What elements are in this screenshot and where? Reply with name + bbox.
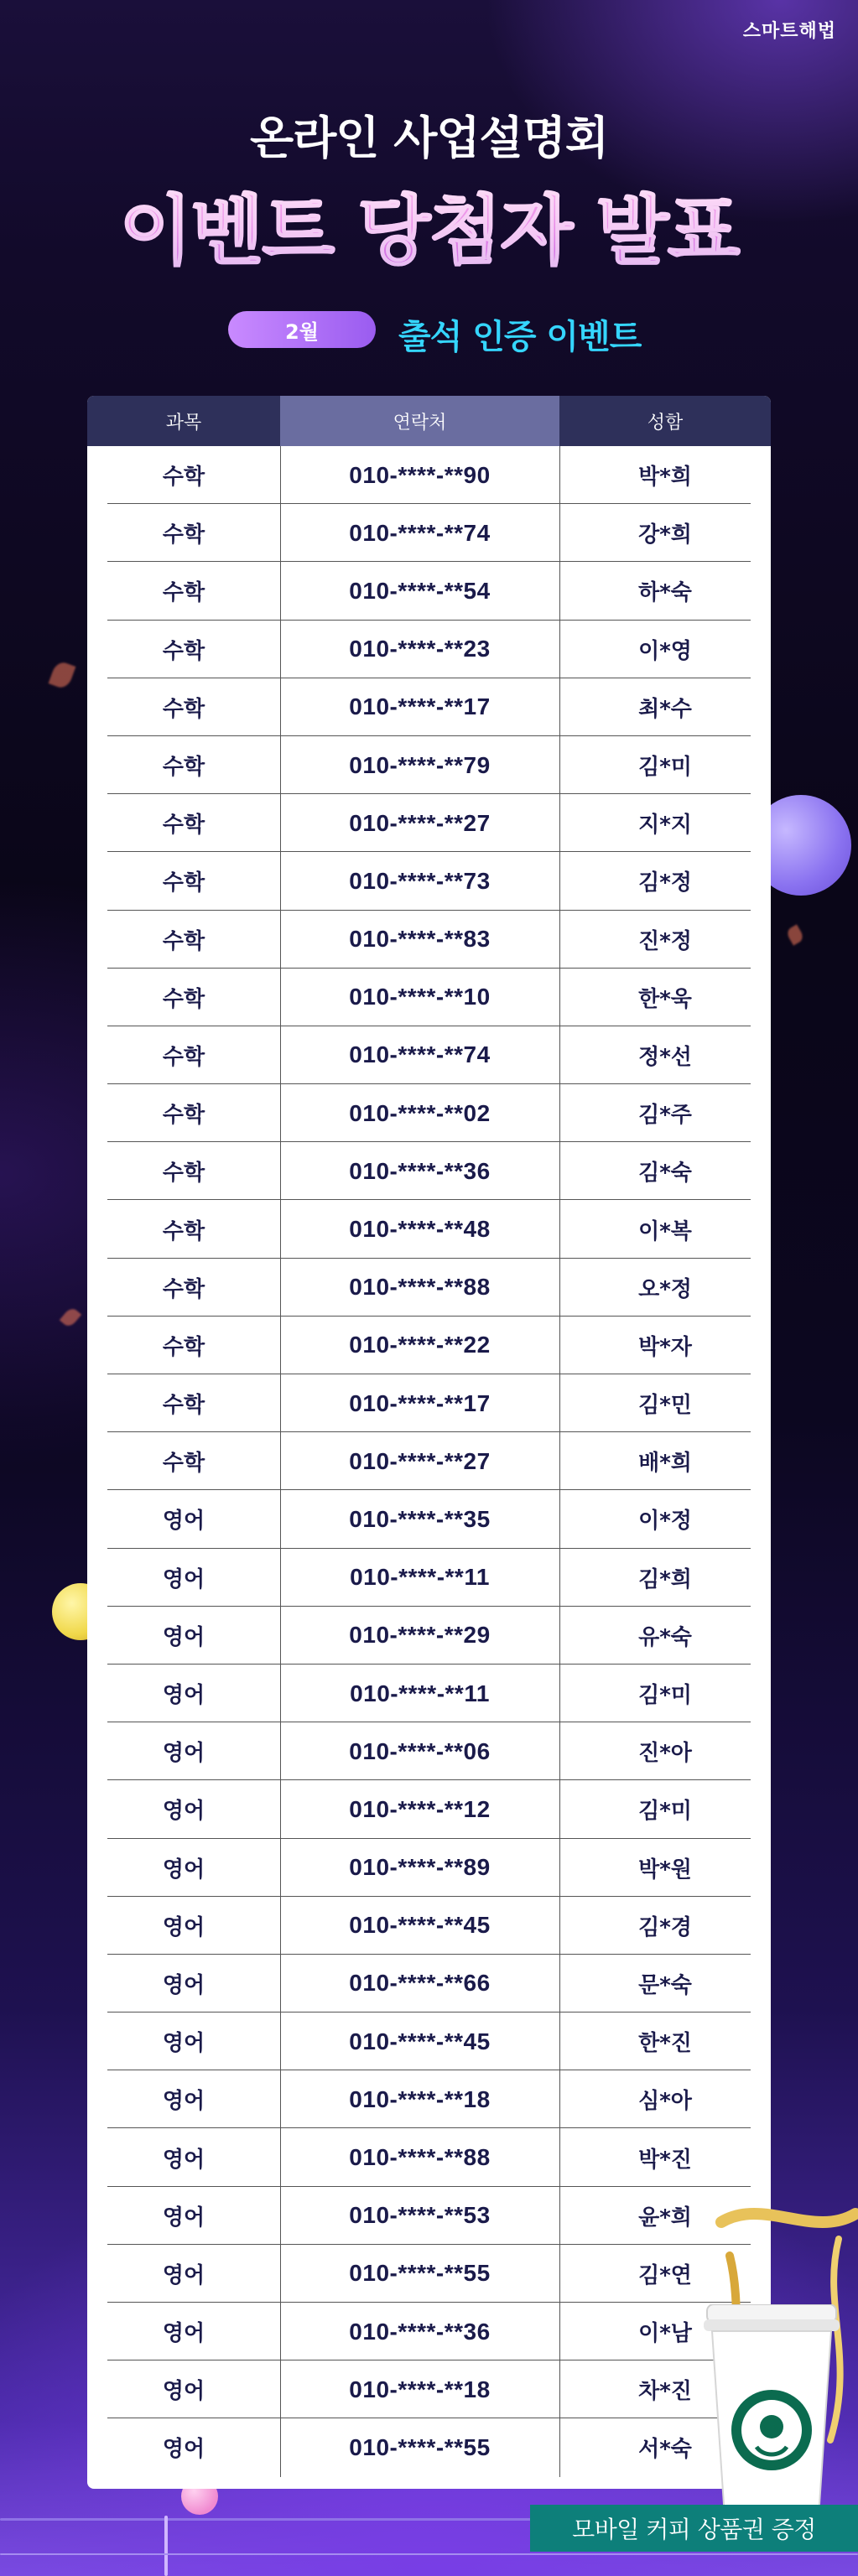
table-row (87, 852, 771, 910)
decorative-petal (49, 660, 76, 690)
cell-name: 차*진 (638, 2379, 692, 2405)
cell-name: 김*숙 (638, 1161, 692, 1187)
table-row (87, 504, 771, 562)
cell-name: 박*진 (638, 2147, 692, 2173)
cell-name: 김*주 (638, 1103, 692, 1129)
cell-contact: 010-****-**55 (349, 2433, 491, 2460)
cell-name: 박*희 (638, 465, 692, 491)
cell-subject: 수학 (162, 465, 205, 491)
cell-contact: 010-****-**74 (349, 1041, 491, 1068)
cell-subject: 영어 (162, 2321, 205, 2347)
cell-name: 오*정 (638, 1276, 692, 1302)
cell-name: 박*자 (638, 1334, 692, 1360)
table-row (87, 1084, 771, 1142)
cell-name: 김*정 (638, 870, 692, 896)
cell-subject: 수학 (162, 696, 205, 722)
cell-contact: 010-****-**54 (349, 577, 491, 604)
decorative-petal (785, 924, 805, 945)
cell-name: 강*희 (638, 522, 692, 548)
cell-subject: 영어 (162, 1799, 205, 1825)
cell-subject: 수학 (162, 1218, 205, 1244)
column-header-contact: 연락처 (280, 396, 559, 446)
cell-subject: 수학 (162, 522, 205, 548)
cell-contact: 010-****-**27 (349, 1447, 491, 1474)
table-row (87, 969, 771, 1026)
table-row (87, 1839, 771, 1897)
cell-subject: 수학 (162, 580, 205, 606)
cell-name: 하*숙 (638, 580, 692, 606)
cell-contact: 010-****-**29 (349, 1622, 491, 1649)
cell-contact: 010-****-**66 (349, 1970, 491, 1997)
table-row (87, 1722, 771, 1780)
cell-subject: 수학 (162, 1276, 205, 1302)
cell-contact: 010-****-**06 (349, 1737, 491, 1764)
cell-contact: 010-****-**88 (349, 1274, 491, 1301)
cell-name: 이*남 (638, 2321, 692, 2347)
cell-contact: 010-****-**36 (349, 2318, 491, 2345)
winners-table (87, 396, 771, 2489)
table-row (87, 621, 771, 678)
cell-name: 이*영 (638, 638, 692, 664)
cell-name: 한*진 (638, 2031, 692, 2057)
cell-contact: 010-****-**53 (349, 2202, 491, 2229)
promo-banner: 모바일 커피 상품권 증정 (530, 2505, 858, 2552)
cell-subject: 수학 (162, 813, 205, 839)
cell-name: 김*미 (638, 1683, 692, 1709)
cell-subject: 영어 (162, 2379, 205, 2405)
table-row (87, 2360, 771, 2418)
cell-subject: 수학 (162, 986, 205, 1012)
cell-name: 문*숙 (638, 1972, 692, 1998)
cell-name: 한*욱 (638, 986, 692, 1012)
cell-contact: 010-****-**23 (349, 636, 491, 662)
table-row (87, 1665, 771, 1722)
table-row (87, 678, 771, 736)
cell-contact: 010-****-**83 (349, 926, 491, 953)
event-title: 출석 인증 이벤트 (398, 318, 642, 356)
cell-subject: 영어 (162, 1914, 205, 1940)
decorative-floor-line (0, 2553, 858, 2555)
cell-contact: 010-****-**73 (349, 867, 491, 894)
cell-name: 배*희 (638, 1451, 692, 1477)
table-row (87, 736, 771, 794)
table-row (87, 1490, 771, 1548)
cell-name: 김*미 (638, 1799, 692, 1825)
cell-name: 최*수 (638, 696, 692, 722)
table-row (87, 1200, 771, 1258)
column-header-name: 성함 (559, 396, 771, 446)
cell-contact: 010-****-**18 (349, 2376, 491, 2402)
page-title-line1: 온라인 사업설명회 (249, 112, 609, 164)
cell-name: 진*아 (638, 1741, 692, 1767)
cell-contact: 010-****-**18 (349, 2085, 491, 2112)
cell-subject: 수학 (162, 1451, 205, 1477)
cell-name: 김*희 (638, 1566, 692, 1592)
cell-contact: 010-****-**12 (349, 1795, 491, 1822)
table-row (87, 1955, 771, 2012)
cell-name: 서*숙 (638, 2437, 692, 2463)
cell-name: 김*민 (638, 1393, 692, 1419)
cell-subject: 영어 (162, 1683, 205, 1709)
cell-name: 지*지 (638, 813, 692, 839)
cell-contact: 010-****-**88 (349, 2144, 491, 2171)
cell-subject: 영어 (162, 1566, 205, 1592)
table-row (87, 1549, 771, 1607)
cell-name: 정*선 (638, 1044, 692, 1070)
table-row (87, 2128, 771, 2186)
cell-contact: 010-****-**74 (349, 519, 491, 546)
event-row (0, 309, 858, 356)
brand-logo: 스마트해법 (742, 20, 836, 41)
table-body (87, 446, 771, 2477)
cell-subject: 수학 (162, 1334, 205, 1360)
table-row (87, 2303, 771, 2360)
table-row (87, 911, 771, 969)
cell-contact: 010-****-**11 (350, 1564, 490, 1591)
table-row (87, 446, 771, 504)
cell-name: 김*경 (638, 1914, 692, 1940)
cell-name: 박*원 (638, 1857, 692, 1883)
table-row (87, 1897, 771, 1955)
cell-contact: 010-****-**36 (349, 1157, 491, 1184)
cell-contact: 010-****-**35 (349, 1505, 491, 1532)
cell-subject: 수학 (162, 1393, 205, 1419)
cell-subject: 수학 (162, 870, 205, 896)
decorative-petal (60, 1306, 81, 1328)
cell-name: 김*연 (638, 2262, 692, 2288)
cell-subject: 영어 (162, 1741, 205, 1767)
cell-subject: 영어 (162, 2205, 205, 2231)
table-row (87, 1374, 771, 1432)
cell-name: 이*복 (638, 1218, 692, 1244)
table-row (87, 794, 771, 852)
cell-subject: 영어 (162, 2437, 205, 2463)
cell-subject: 수학 (162, 928, 205, 954)
cell-subject: 영어 (162, 2147, 205, 2173)
cell-contact: 010-****-**89 (349, 1854, 491, 1881)
column-header-subject: 과목 (87, 396, 280, 446)
cell-contact: 010-****-**48 (349, 1216, 491, 1243)
table-header (87, 396, 771, 446)
table-row (87, 2245, 771, 2303)
cell-subject: 수학 (162, 638, 205, 664)
cell-contact: 010-****-**79 (349, 751, 491, 778)
cell-contact: 010-****-**27 (349, 809, 491, 836)
table-row (87, 2187, 771, 2245)
cell-name: 이*정 (638, 1509, 692, 1535)
cell-contact: 010-****-**10 (349, 984, 491, 1010)
table-row (87, 2012, 771, 2070)
table-row (87, 2418, 771, 2476)
cell-contact: 010-****-**11 (350, 1680, 490, 1706)
cell-subject: 수학 (162, 1161, 205, 1187)
table-row (87, 1607, 771, 1665)
cell-subject: 영어 (162, 1509, 205, 1535)
cell-contact: 010-****-**55 (349, 2260, 491, 2287)
coffee-cup-icon (700, 2304, 843, 2531)
table-row (87, 1259, 771, 1317)
cell-contact: 010-****-**45 (349, 1912, 491, 1939)
table-row (87, 2070, 771, 2128)
table-row (87, 1142, 771, 1200)
cell-subject: 영어 (162, 2089, 205, 2115)
cell-subject: 수학 (162, 1044, 205, 1070)
cell-contact: 010-****-**45 (349, 2028, 491, 2054)
table-row (87, 1317, 771, 1374)
cell-subject: 영어 (162, 1857, 205, 1883)
table-row (87, 1026, 771, 1084)
cell-contact: 010-****-**17 (349, 1389, 491, 1416)
cell-name: 김*미 (638, 755, 692, 781)
cell-name: 유*숙 (638, 1624, 692, 1650)
cell-subject: 수학 (162, 1103, 205, 1129)
cell-name: 심*아 (638, 2089, 692, 2115)
table-row (87, 562, 771, 620)
page-title-line2: 이벤트 당첨자 발표 (0, 169, 858, 278)
cell-subject: 영어 (162, 2262, 205, 2288)
cell-subject: 영어 (162, 1624, 205, 1650)
table-row (87, 1432, 771, 1490)
cell-contact: 010-****-**90 (349, 461, 491, 488)
cell-contact: 010-****-**22 (349, 1332, 491, 1358)
cell-contact: 010-****-**02 (349, 1099, 491, 1126)
cell-subject: 영어 (162, 2031, 205, 2057)
cell-name: 윤*희 (638, 2205, 692, 2231)
cell-name: 진*정 (638, 928, 692, 954)
month-badge: 2월 (228, 311, 376, 348)
decorative-floor-line (164, 2516, 168, 2576)
cell-contact: 010-****-**17 (349, 693, 491, 720)
cell-subject: 수학 (162, 755, 205, 781)
table-row (87, 1780, 771, 1838)
cell-subject: 영어 (162, 1972, 205, 1998)
